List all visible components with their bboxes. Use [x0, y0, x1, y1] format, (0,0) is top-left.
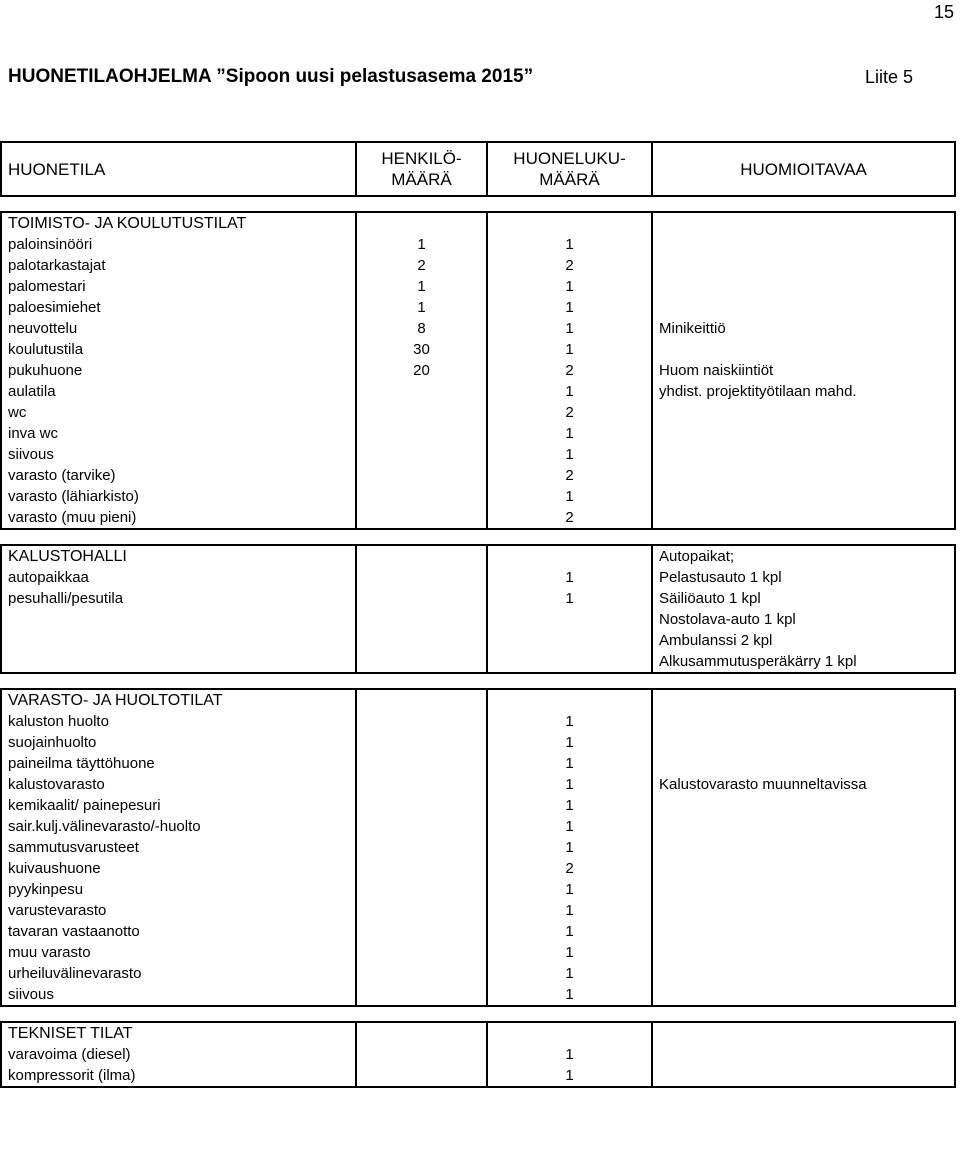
room-count [487, 651, 652, 673]
person-count [356, 381, 487, 402]
page-number: 15 [933, 2, 954, 22]
room-count: 1 [487, 318, 652, 339]
room-note [652, 795, 955, 816]
person-count [356, 900, 487, 921]
room-note [652, 444, 955, 465]
room-name: tavaran vastaanotto [1, 921, 356, 942]
person-count [356, 423, 487, 444]
section-note: Autopaikat; [652, 545, 955, 567]
section-note [652, 212, 955, 234]
room-note: Ambulanssi 2 kpl [652, 630, 955, 651]
section-gap [1, 196, 955, 212]
room-name [1, 609, 356, 630]
person-count [356, 609, 487, 630]
room-note [652, 753, 955, 774]
room-count: 1 [487, 837, 652, 858]
person-count [356, 879, 487, 900]
room-note [652, 423, 955, 444]
room-note [652, 255, 955, 276]
room-count: 1 [487, 339, 652, 360]
room-count: 1 [487, 381, 652, 402]
table-row [1, 816, 955, 837]
room-count: 1 [487, 942, 652, 963]
room-count: 1 [487, 984, 652, 1006]
person-count [356, 837, 487, 858]
table-row [1, 402, 955, 423]
table-row [1, 567, 955, 588]
section-note [652, 689, 955, 711]
room-note: Minikeittiö [652, 318, 955, 339]
room-name: inva wc [1, 423, 356, 444]
room-note [652, 402, 955, 423]
room-count: 1 [487, 567, 652, 588]
room-name: sair.kulj.välinevarasto/-huolto [1, 816, 356, 837]
person-count [356, 588, 487, 609]
table-row [1, 963, 955, 984]
room-count: 1 [487, 588, 652, 609]
room-name: sammutusvarusteet [1, 837, 356, 858]
room-note [652, 1044, 955, 1065]
room-note: yhdist. projektityötilaan mahd. [652, 381, 955, 402]
header-persons-line2: MÄÄRÄ [391, 170, 452, 189]
table-row [1, 942, 955, 963]
section-persons [356, 212, 487, 234]
table-row [1, 465, 955, 486]
table-row [1, 381, 955, 402]
room-note: Pelastusauto 1 kpl [652, 567, 955, 588]
room-name: varasto (lähiarkisto) [1, 486, 356, 507]
room-name: pesuhalli/pesutila [1, 588, 356, 609]
table-row [1, 486, 955, 507]
person-count [356, 963, 487, 984]
section-title: TEKNISET TILAT [1, 1022, 356, 1044]
room-name: pukuhuone [1, 360, 356, 381]
person-count [356, 444, 487, 465]
document-title: HUONETILAOHJELMA ”Sipoon uusi pelastusasema 2015” [8, 66, 534, 87]
room-note: Huom naiskiintiöt [652, 360, 955, 381]
room-note [652, 486, 955, 507]
room-name: siivous [1, 444, 356, 465]
room-note [652, 339, 955, 360]
room-program-table [0, 141, 956, 1088]
room-note [652, 234, 955, 255]
room-name: kaluston huolto [1, 711, 356, 732]
room-count: 1 [487, 234, 652, 255]
room-note [652, 1065, 955, 1087]
room-count: 2 [487, 402, 652, 423]
section-gap [1, 1006, 955, 1022]
room-name: koulutustila [1, 339, 356, 360]
room-name: kuivaushuone [1, 858, 356, 879]
room-count: 1 [487, 774, 652, 795]
person-count [356, 1044, 487, 1065]
person-count: 2 [356, 255, 487, 276]
room-count: 1 [487, 795, 652, 816]
section-title-row [1, 545, 955, 567]
gap-cell [1, 196, 955, 212]
section-title: VARASTO- JA HUOLTOTILAT [1, 689, 356, 711]
table-row [1, 753, 955, 774]
room-count: 2 [487, 507, 652, 529]
room-name: palotarkastajat [1, 255, 356, 276]
room-count: 2 [487, 465, 652, 486]
section-title-row [1, 689, 955, 711]
room-name: urheiluvälinevarasto [1, 963, 356, 984]
room-count: 1 [487, 444, 652, 465]
room-name: autopaikkaa [1, 567, 356, 588]
person-count [356, 942, 487, 963]
person-count [356, 774, 487, 795]
room-name: pyykinpesu [1, 879, 356, 900]
person-count [356, 1065, 487, 1087]
room-name: paloinsinööri [1, 234, 356, 255]
person-count [356, 630, 487, 651]
room-note: Alkusammutusperäkärry 1 kpl [652, 651, 955, 673]
room-name: suojainhuolto [1, 732, 356, 753]
table-row [1, 318, 955, 339]
room-note [652, 507, 955, 529]
section-count [487, 212, 652, 234]
room-name [1, 630, 356, 651]
room-note [652, 465, 955, 486]
header-room-count [487, 142, 652, 196]
table-row [1, 444, 955, 465]
table-row [1, 879, 955, 900]
room-note [652, 711, 955, 732]
room-count [487, 630, 652, 651]
header-room: HUONETILA [1, 142, 356, 196]
room-name: siivous [1, 984, 356, 1006]
room-count: 1 [487, 1065, 652, 1087]
room-note: Säiliöauto 1 kpl [652, 588, 955, 609]
section-persons [356, 1022, 487, 1044]
person-count [356, 465, 487, 486]
section-title: TOIMISTO- JA KOULUTUSTILAT [1, 212, 356, 234]
table-row [1, 858, 955, 879]
table-row [1, 276, 955, 297]
person-count [356, 402, 487, 423]
table-row [1, 360, 955, 381]
room-note [652, 837, 955, 858]
table-body [1, 142, 955, 1087]
section-gap [1, 673, 955, 689]
header-count-line2: MÄÄRÄ [539, 170, 600, 189]
room-count: 1 [487, 276, 652, 297]
room-name [1, 651, 356, 673]
room-name: palomestari [1, 276, 356, 297]
table-row [1, 609, 955, 630]
gap-cell [1, 529, 955, 545]
table-row [1, 837, 955, 858]
appendix-label: Liite 5 [865, 67, 914, 87]
room-count: 1 [487, 816, 652, 837]
person-count [356, 507, 487, 529]
room-count: 1 [487, 732, 652, 753]
person-count: 1 [356, 276, 487, 297]
room-note [652, 732, 955, 753]
section-count [487, 1022, 652, 1044]
table-row [1, 339, 955, 360]
section-count [487, 689, 652, 711]
header-count-line1: HUONELUKU- [513, 149, 626, 168]
room-count: 1 [487, 297, 652, 318]
room-note [652, 297, 955, 318]
person-count [356, 795, 487, 816]
room-name: kemikaalit/ painepesuri [1, 795, 356, 816]
room-count: 1 [487, 963, 652, 984]
room-count [487, 609, 652, 630]
person-count: 30 [356, 339, 487, 360]
person-count [356, 486, 487, 507]
room-note [652, 984, 955, 1006]
header-notes: HUOMIOITAVAA [652, 142, 955, 196]
room-note [652, 963, 955, 984]
room-name: kompressorit (ilma) [1, 1065, 356, 1087]
section-persons [356, 689, 487, 711]
person-count: 20 [356, 360, 487, 381]
room-note [652, 879, 955, 900]
table-row [1, 1044, 955, 1065]
table-row [1, 297, 955, 318]
section-note [652, 1022, 955, 1044]
room-note [652, 276, 955, 297]
table-row [1, 732, 955, 753]
table-row [1, 507, 955, 529]
room-note [652, 921, 955, 942]
table-row [1, 234, 955, 255]
room-count: 1 [487, 1044, 652, 1065]
room-name: varavoima (diesel) [1, 1044, 356, 1065]
table-row [1, 588, 955, 609]
table-row [1, 711, 955, 732]
room-name: paloesimiehet [1, 297, 356, 318]
section-title-row [1, 1022, 955, 1044]
person-count [356, 567, 487, 588]
room-count: 1 [487, 753, 652, 774]
table-row [1, 255, 955, 276]
table-row [1, 900, 955, 921]
person-count [356, 651, 487, 673]
table-row [1, 795, 955, 816]
room-name: wc [1, 402, 356, 423]
room-name: paineilma täyttöhuone [1, 753, 356, 774]
room-count: 2 [487, 858, 652, 879]
person-count: 1 [356, 234, 487, 255]
person-count [356, 732, 487, 753]
room-name: aulatila [1, 381, 356, 402]
room-count: 1 [487, 900, 652, 921]
section-title-row [1, 212, 955, 234]
section-persons [356, 545, 487, 567]
room-note [652, 858, 955, 879]
room-name: varasto (muu pieni) [1, 507, 356, 529]
person-count [356, 921, 487, 942]
room-note [652, 816, 955, 837]
room-name: kalustovarasto [1, 774, 356, 795]
section-title: KALUSTOHALLI [1, 545, 356, 567]
table-row [1, 984, 955, 1006]
section-count [487, 545, 652, 567]
header-persons [356, 142, 487, 196]
table-row [1, 774, 955, 795]
gap-cell [1, 673, 955, 689]
table-row [1, 921, 955, 942]
table-row [1, 630, 955, 651]
room-note [652, 942, 955, 963]
person-count [356, 816, 487, 837]
room-note: Nostolava-auto 1 kpl [652, 609, 955, 630]
table-row [1, 423, 955, 444]
room-count: 1 [487, 879, 652, 900]
table-row [1, 651, 955, 673]
gap-cell [1, 1006, 955, 1022]
room-name: varasto (tarvike) [1, 465, 356, 486]
header-persons-line1: HENKILÖ- [381, 149, 462, 168]
room-note [652, 900, 955, 921]
room-count: 1 [487, 423, 652, 444]
room-name: varustevarasto [1, 900, 356, 921]
person-count [356, 858, 487, 879]
room-name: muu varasto [1, 942, 356, 963]
person-count: 8 [356, 318, 487, 339]
room-note: Kalustovarasto muunneltavissa [652, 774, 955, 795]
room-name: neuvottelu [1, 318, 356, 339]
person-count [356, 711, 487, 732]
table-row [1, 1065, 955, 1087]
section-gap [1, 529, 955, 545]
room-count: 2 [487, 360, 652, 381]
room-count: 2 [487, 255, 652, 276]
room-count: 1 [487, 486, 652, 507]
room-count: 1 [487, 711, 652, 732]
person-count: 1 [356, 297, 487, 318]
header-row [1, 142, 955, 196]
person-count [356, 753, 487, 774]
person-count [356, 984, 487, 1006]
room-count: 1 [487, 921, 652, 942]
